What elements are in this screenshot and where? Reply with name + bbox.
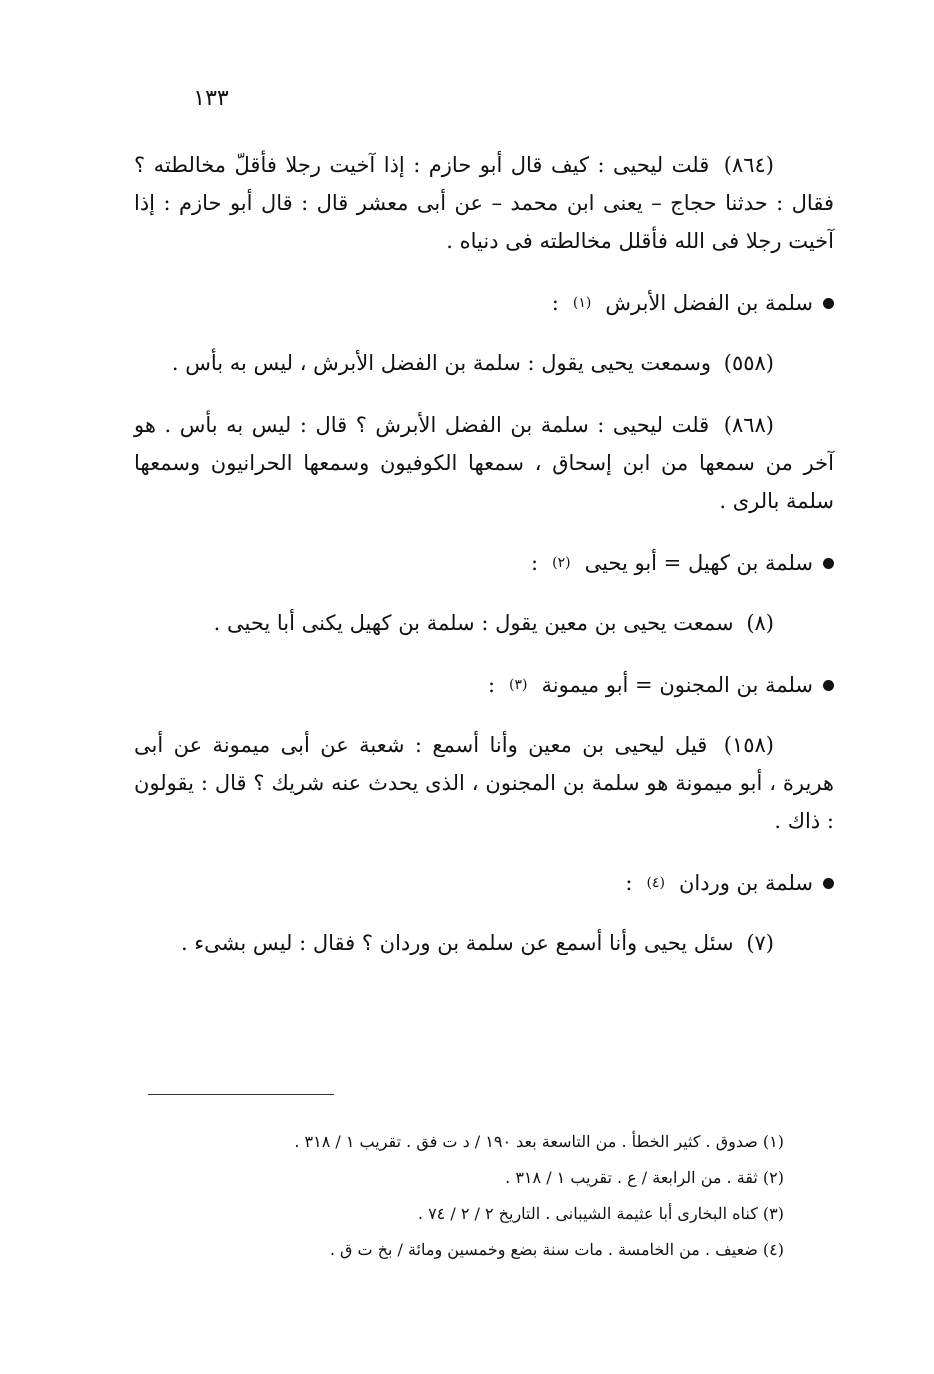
- heading-colon: :: [625, 871, 633, 895]
- entry-number: (٧): [746, 931, 774, 955]
- footnote-reference: (٣): [509, 677, 528, 693]
- narrator-name: سلمة بن كهيل = أبو يحيى: [584, 551, 813, 575]
- entry-number: (١٥٨): [723, 733, 774, 757]
- entry-number: (٨): [746, 611, 774, 635]
- entry-868: [134, 406, 834, 520]
- narrator-heading: [134, 864, 834, 902]
- narrator-name: سلمة بن المجنون = أبو ميمونة: [541, 673, 813, 697]
- footnote-divider: [148, 1094, 334, 1095]
- entry-158: [134, 726, 834, 840]
- heading-colon: :: [551, 291, 559, 315]
- bullet-icon: [823, 558, 834, 569]
- bullet-icon: [823, 680, 834, 691]
- entry-864: [134, 146, 834, 260]
- footnote-reference: (٤): [646, 875, 665, 891]
- main-text: [134, 146, 834, 986]
- entry-text: سمعت يحيى بن معين يقول : سلمة بن كهيل يكنى أبا يحيى .: [213, 611, 734, 635]
- entry-text: قلت ليحيى : كيف قال أبو حازم : إذا آخيت رجلا فأقلّ مخالطته ؟ فقال : حدثنا حجاج – يعنى ابن محمد – عن أبى معشر قال : قال أبو حازم : إذا آخيت رجلا فى الله فأقلل مخالطته فى دنياه .: [134, 153, 834, 253]
- entry-text: سئل يحيى وأنا أسمع عن سلمة بن وردان ؟ فقال : ليس بشىء .: [180, 931, 734, 955]
- footnote-reference: (٢): [552, 555, 571, 571]
- entry-text: قلت ليحيى : سلمة بن الفضل الأبرش ؟ قال : ليس به بأس . هو آخر من سمعها من ابن إسحاق ، سمعها الكوفيون وسمعها الحرانيون وسمعها سلمة بالرى .: [134, 413, 834, 513]
- entry-7: [134, 924, 834, 962]
- heading-colon: :: [531, 551, 539, 575]
- narrator-heading: [134, 544, 834, 582]
- page-number: ١٣٣: [193, 86, 229, 111]
- narrator-name: سلمة بن الفضل الأبرش: [605, 291, 813, 315]
- entry-558: [134, 344, 834, 382]
- footnote-2: (٢) ثقة . من الرابعة / ع . تقريب ١ / ٣١٨ .: [505, 1168, 784, 1187]
- entry-number: (٥٥٨): [723, 351, 774, 375]
- entry-text: قيل ليحيى بن معين وأنا أسمع : شعبة عن أبى ميمونة عن أبى هريرة ، أبو ميمونة هو سلمة بن المجنون ، الذى يحدث عنه شريك ؟ قال : يقولون : ذاك .: [134, 733, 834, 833]
- narrator-heading: [134, 666, 834, 704]
- entry-number: (٨٦٨): [723, 413, 774, 437]
- bullet-icon: [823, 878, 834, 889]
- footnote-reference: (١): [572, 295, 592, 311]
- heading-colon: :: [487, 673, 496, 697]
- footnotes: [124, 1124, 784, 1268]
- footnote-4: (٤) ضعيف . من الخامسة . مات سنة بضع وخمسين ومائة / بخ ت ق .: [329, 1240, 784, 1259]
- footnote-3: (٣) كناه البخارى أبا عثيمة الشيبانى . التاريخ ٢ / ٢ / ٧٤ .: [417, 1204, 784, 1223]
- entry-number: (٨٦٤): [723, 153, 774, 177]
- footnote-1: (١) صدوق . كثير الخطأ . من التاسعة بعد ١٩٠ / د ت فق . تقريب ١ / ٣١٨ .: [294, 1132, 784, 1151]
- narrator-heading: [134, 284, 834, 322]
- bullet-icon: [823, 298, 834, 309]
- narrator-name: سلمة بن وردان: [678, 871, 813, 895]
- entry-8: [134, 604, 834, 642]
- entry-text: وسمعت يحيى يقول : سلمة بن الفضل الأبرش ، ليس به بأس .: [171, 351, 712, 375]
